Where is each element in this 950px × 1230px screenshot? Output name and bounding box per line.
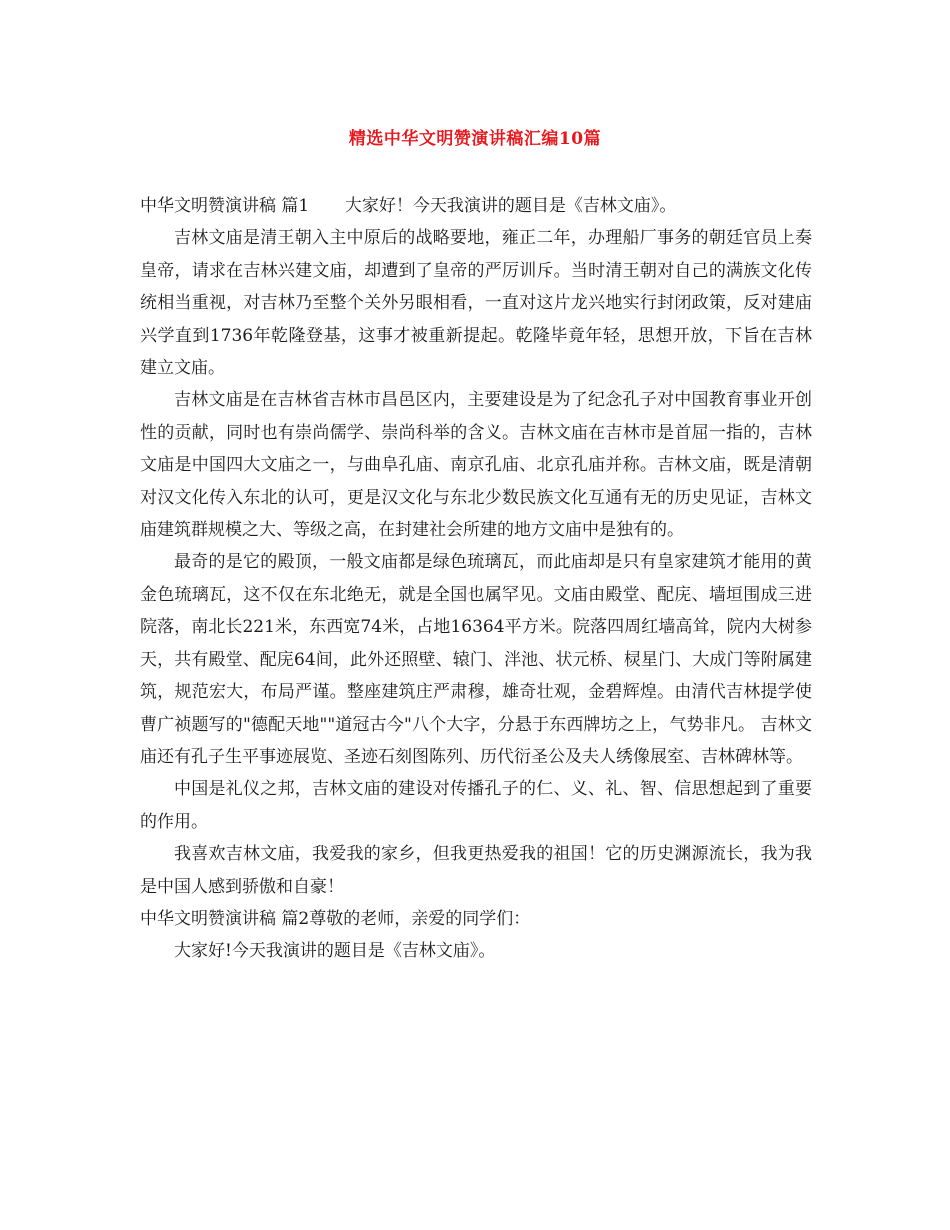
paragraph: 最奇的是它的殿顶，一般文庙都是绿色琉璃瓦，而此庙却是只有皇家建筑才能用的黄金色琉璃瓦，这不仅在东北绝无，就是全国也属罕见。文庙由殿堂、配庑、墙垣围成三进院落，南北长221米，东西宽74米，占地16364平方米。院落四周红墙高耸，院内大树参天，共有殿堂、配庑64间，此外还照壁、辕门、泮池、状元桥、棂星门、大成门等附属建筑，规范宏大，布局严谨。整座建筑庄严肃穆，雄奇壮观，金碧辉煌。由清代吉林提学使曹广祯题写的"德配天地""道冠古今"八个大字，分悬于东西牌坊之上，气势非凡。 吉林文庙还有孔子生平事迹展览、圣迹石刻图陈列、历代衍圣公及夫人绣像展室、吉林碑林等。 <box>140 552 812 767</box>
section-heading: 中华文明赞演讲稿 篇1 <box>140 196 310 216</box>
document-body <box>140 190 812 968</box>
paragraph: 我喜欢吉林文庙，我爱我的家乡，但我更热爱我的祖国！它的历史渊源流长，我为我是中国人感到骄傲和自豪！ <box>140 844 812 897</box>
paragraph: 中国是礼仪之邦，吉林文庙的建设对传播孔子的仁、义、礼、智、信思想起到了重要的作用。 <box>140 779 812 832</box>
section-heading: 中华文明赞演讲稿 篇2 <box>140 908 310 929</box>
paragraph: 吉林文庙是在吉林省吉林市昌邑区内，主要建设是为了纪念孔子对中国教育事业开创性的贡献，同时也有崇尚儒学、崇尚科举的含义。吉林文庙在吉林市是首屈一指的，吉林文庙是中国四大文庙之一，与曲阜孔庙、南京孔庙、北京孔庙并称。吉林文庙，既是清朝对汉文化传入东北的认可，更是汉文化与东北少数民族文化互通有无的历史见证，吉林文庙建筑群规模之大、等级之高，在封建社会所建的地方文庙中是独有的。 <box>140 390 812 541</box>
section-heading-paragraph <box>140 190 812 222</box>
paragraph: 吉林文庙是清王朝入主中原后的战略要地，雍正二年，办理船厂事务的朝廷官员上奏皇帝，请求在吉林兴建文庙，却遭到了皇帝的严厉训斥。当时清王朝对自己的满族文化传统相当重视，对吉林乃至整个关外另眼相看，一直对这片龙兴地实行封闭政策，反对建庙兴学直到1736年乾隆登基，这事才被重新提起。乾隆毕竟年轻，思想开放，下旨在吉林建立文庙。 <box>140 228 812 379</box>
paragraph: 大家好!今天我演讲的题目是《吉林文庙》。 <box>174 941 496 962</box>
paragraph-text: 尊敬的老师，亲爱的同学们： <box>309 908 531 929</box>
section-heading-paragraph <box>140 903 812 935</box>
paragraph-text: 大家好！今天我演讲的题目是《吉林文庙》。 <box>344 196 677 216</box>
document-title: 精选中华文明赞演讲稿汇编10篇 <box>348 129 602 149</box>
